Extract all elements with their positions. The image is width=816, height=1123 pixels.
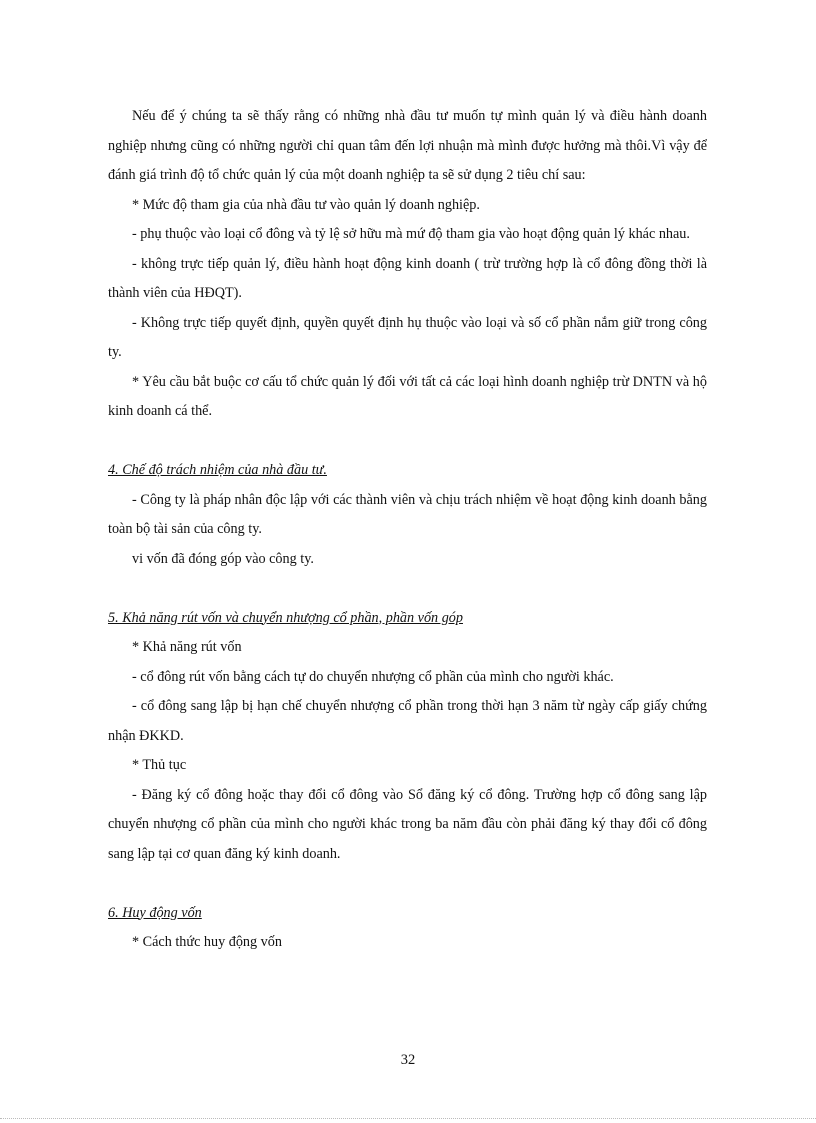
page-bottom-divider — [0, 1118, 816, 1119]
section-6-paragraph-1: * Cách thức huy động vốn — [132, 934, 282, 950]
spacer — [108, 869, 707, 899]
paragraph-criterion-2: * Yêu cầu bắt buộc cơ cấu tổ chức quản lý đối với tất cả các loại hình doanh nghiệp trừ DNTN và hộ kinh doanh cá thể. — [108, 373, 707, 419]
paragraph-shareholder-type: - phụ thuộc vào loại cổ đông và tỷ lệ sở hữu mà mứ độ tham gia vào hoạt động quản lý khác nhau. — [132, 226, 690, 242]
paragraph-criterion-1: * Mức độ tham gia của nhà đầu tư vào quản lý doanh nghiệp. — [132, 196, 480, 213]
section-4-paragraph-2: vi vốn đã đóng góp vào công ty. — [132, 550, 314, 567]
section-5-paragraph-2: - cổ đông rút vốn bằng cách tự do chuyển nhượng cổ phần của mình cho người khác. — [132, 668, 614, 685]
section-5-heading: 5. Khả năng rút vốn và chuyển nhượng cổ phần, phần vốn góp — [108, 609, 463, 626]
spacer — [108, 427, 707, 457]
paragraph-intro: Nếu để ý chúng ta sẽ thấy rằng có những nhà đầu tư muốn tự mình quản lý và điều hành doanh nghiệp nhưng cũng có những người chỉ quan tâm đến lợi nhuận mà mình được hưởng mà thôi.Vì vậy để đánh giá trình độ tổ chức quản lý của một doanh nghiệp ta sẽ sử dụng 2 tiêu chí sau: — [108, 108, 707, 183]
section-5-paragraph-1: * Khả năng rút vốn — [132, 639, 242, 655]
section-5-paragraph-5: - Đăng ký cổ đông hoặc thay đổi cổ đông vào Sổ đăng ký cổ đông. Trường hợp cổ đông sang lập chuyển nhượng cổ phần của mình cho người khác trong ba năm đầu còn phải đăng ký thay đổi cổ đông sang lập tại cơ quan đăng ký kinh doanh. — [108, 786, 707, 862]
paragraph-no-direct-decision: - Không trực tiếp quyết định, quyền quyết định hụ thuộc vào loại và số cổ phần nắm giữ trong công ty. — [108, 314, 707, 360]
section-5-paragraph-3: - cổ đông sang lập bị hạn chế chuyển nhượng cổ phần trong thời hạn 3 năm từ ngày cấp giấy chứng nhận ĐKKD. — [108, 698, 707, 744]
section-5-paragraph-4: * Thủ tục — [132, 757, 187, 773]
paragraph-no-direct-management: - không trực tiếp quản lý, điều hành hoạt động kinh doanh ( trừ trường hợp là cổ đông đồng thời là thành viên của HĐQT). — [108, 255, 707, 301]
page-number: 32 — [400, 1052, 416, 1068]
section-6-heading: 6. Huy động vốn — [108, 904, 202, 921]
section-4-paragraph-1: - Công ty là pháp nhân độc lập với các thành viên và chịu trách nhiệm về hoạt động kinh doanh bằng toàn bộ tài sản của công ty. — [108, 491, 707, 537]
section-4-heading: 4. Chế độ trách nhiệm của nhà đầu tư. — [108, 462, 327, 478]
spacer — [108, 574, 707, 604]
document-body — [108, 102, 707, 958]
